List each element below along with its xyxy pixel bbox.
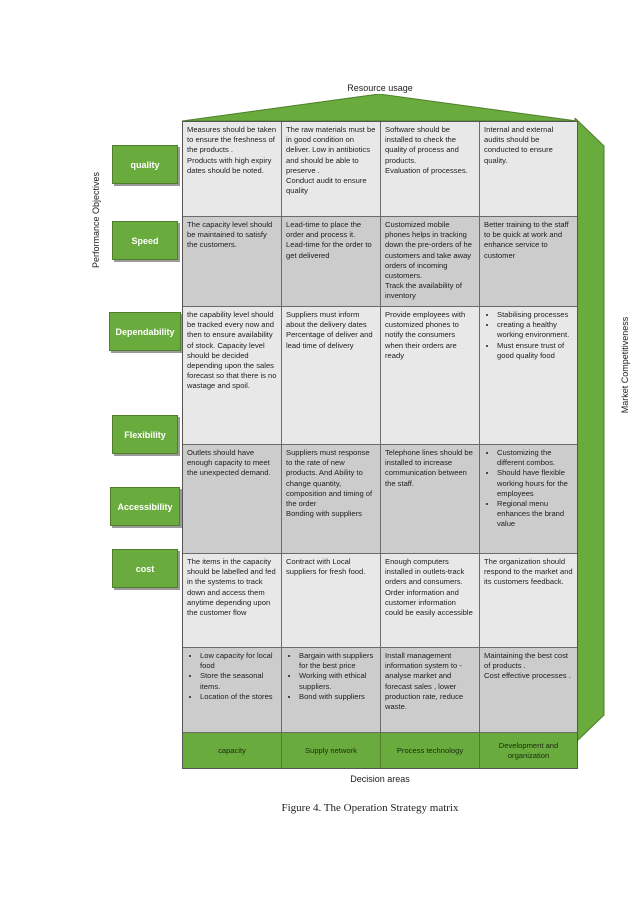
objective-flexibility: Flexibility: [112, 415, 178, 454]
cell-text: Software should be installed to check the quality of process and products.: [385, 125, 459, 165]
performance-objectives-label: Performance Objectives: [91, 171, 101, 269]
bullet-list: [286, 651, 376, 702]
resource-usage-label: Resource usage: [347, 83, 413, 93]
matrix-cell: [381, 445, 480, 554]
cell-text: Enough computers installed in outlets-track orders and consumers.: [385, 557, 465, 587]
cell-text: Maintaining the best cost of products .: [484, 651, 569, 671]
resource-usage-arrow: [182, 94, 577, 122]
cell-text: Products with high expiry dates should be noted.: [187, 155, 272, 175]
cell-text: Lead-time to place the order and process it.: [286, 220, 362, 240]
cell-text: Suppliers must inform about the delivery dates: [286, 310, 367, 330]
matrix-cell: [282, 648, 381, 733]
cell-text: Internal and external audits should be conducted to ensure quality.: [484, 125, 554, 165]
bullet-item: • Stabilising processes: [497, 310, 573, 320]
matrix-cell: [480, 307, 577, 445]
figure-caption: Figure 4. The Operation Strategy matrix: [281, 802, 459, 814]
bullet-item: • creating a healthy working environment.: [497, 320, 573, 340]
matrix-cell: [480, 217, 577, 307]
objective-quality: quality: [112, 145, 178, 184]
matrix-cell: [381, 122, 480, 217]
matrix-cell: [381, 307, 480, 445]
bullet-item: • Customizing the different combos.: [497, 448, 573, 468]
matrix-cell: [183, 217, 282, 307]
cell-text: Conduct audit to ensure quality: [286, 176, 367, 196]
cell-text: Suppliers must response to the rate of new products. And Ability to change quantity, composition and timing of the order: [286, 448, 373, 509]
matrix-cell: [480, 648, 577, 733]
matrix-cell: [183, 122, 282, 217]
bullet-item: • Must ensure trust of good quality food: [497, 341, 573, 361]
cell-text: The capacity level should be maintained to satisfy the customers.: [187, 220, 273, 250]
cell-text: The organization should respond to the market and its customers feedback.: [484, 557, 573, 587]
cell-text: Track the availability of inventory: [385, 281, 462, 301]
objective-cost: cost: [112, 549, 178, 588]
matrix-cell: [183, 554, 282, 648]
bullet-item: • Should have flexible working hours for the employees: [497, 468, 573, 499]
matrix-cell: [282, 554, 381, 648]
cell-text: Cost effective processes .: [484, 671, 571, 681]
objective-dependability: Dependability: [109, 312, 181, 351]
cell-text: Provide employees with customized phones to notify the consumers when their orders are ready: [385, 310, 466, 360]
bullet-item: • Store the seasonal items.: [200, 671, 277, 691]
cell-text: Outlets should have enough capacity to meet the unexpected demand.: [187, 448, 271, 478]
bullet-item: • Bargain with suppliers for the best price: [299, 651, 376, 671]
cell-text: Install management information system to -analyse market and forecast sales , lower production rate, reduce waste.: [385, 651, 464, 712]
bullet-list: [484, 310, 573, 361]
bullet-list: [187, 651, 277, 702]
matrix-cell: [381, 217, 480, 307]
matrix-cell: [480, 122, 577, 217]
bullet-item: • Regional menu enhances the brand value: [497, 499, 573, 530]
market-competitiveness-label: Market Competitiveness: [620, 316, 630, 414]
cell-text: Measures should be taken to ensure the freshness of the products .: [187, 125, 277, 155]
cell-text: Percentage of deliver and lead time of delivery: [286, 330, 373, 350]
strategy-matrix: [182, 121, 578, 769]
objective-speed: Speed: [112, 221, 178, 260]
matrix-cell: [282, 445, 381, 554]
cell-text: The raw materials must be in good condition on deliver. Low in antibiotics and should be able to preserve .: [286, 125, 376, 175]
cell-text: Customized mobile phones helps in tracking down the pre-orders of he customers and take away orders of incoming customers.: [385, 220, 472, 281]
bullet-item: • Bond with suppliers: [299, 692, 376, 702]
matrix-cell: [183, 648, 282, 733]
decision-area: Process technology: [381, 733, 480, 768]
matrix-cell: [282, 122, 381, 217]
cell-text: Telephone lines should be installed to increase communication between the staff.: [385, 448, 473, 488]
matrix-cell: [183, 445, 282, 554]
cell-text: Evaluation of processes.: [385, 165, 468, 175]
matrix-cell: [480, 554, 577, 648]
decision-areas-label: Decision areas: [350, 774, 410, 784]
bullet-list: [484, 448, 573, 530]
matrix-cell: [381, 554, 480, 648]
decision-area: Development and organization: [480, 733, 577, 768]
objective-accessibility: Accessibility: [110, 487, 180, 526]
decision-area: Supply network: [282, 733, 381, 768]
bullet-item: • Working with ethical suppliers.: [299, 671, 376, 691]
decision-area: capacity: [183, 733, 282, 768]
matrix-cell: [480, 445, 577, 554]
cell-text: Better training to the staff to be quick at work and enhance service to customer: [484, 220, 569, 260]
matrix-cell: [282, 217, 381, 307]
bullet-item: • Low capacity for local food: [200, 651, 277, 671]
cell-text: The items in the capacity should be labelled and fed in the systems to track down and access them anytime depending upon the customer flow: [187, 557, 276, 618]
matrix-cell: [282, 307, 381, 445]
cell-text: Lead-time for the order to get delivered: [286, 240, 372, 260]
matrix-cell: [381, 648, 480, 733]
cell-text: Contract with Local suppliers for fresh food.: [286, 557, 366, 577]
matrix-cell: [183, 307, 282, 445]
cell-text: Bonding with suppliers: [286, 509, 362, 519]
cell-text: Order information and customer information could be easily accessible: [385, 587, 473, 618]
cell-text: the capability level should be tracked every now and then to ensure availability of stock. Capacity level should be decided depending upon the sales forecast so that there is no wastage and spoil.: [187, 310, 277, 391]
market-competitiveness-arrow: [574, 118, 606, 743]
bullet-item: • Location of the stores: [200, 692, 277, 702]
